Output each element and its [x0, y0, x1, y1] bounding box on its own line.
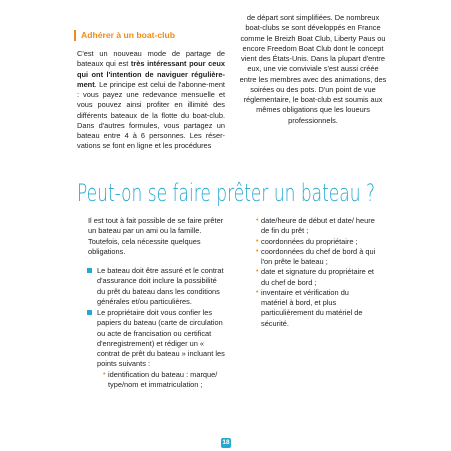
sub-list-item: • date et signature du propriétaire et du chef de bord ; — [256, 267, 376, 288]
sub-list-item: • date/heure de début et date/ heure de fin du prêt ; — [256, 216, 376, 237]
sidebar-text-c: . Le principe est celui de l'abonne-ment : vous payez une redevance mensuelle et vous pouvez ainsi profiter en illimité des différents bateaux de la flotte du boat-club. Dans d'autres formules, vous partagez un bateau entre 4 à 6 personnes. Les réser-vations se font en ligne et les procédures — [77, 79, 225, 151]
contract-points-list-continued — [256, 216, 376, 329]
obligations-list — [88, 266, 226, 390]
loan-conditions-column — [88, 216, 226, 391]
sidebar-paragraph — [77, 49, 225, 152]
section-title — [77, 170, 377, 210]
sidebar-text-bold: très intéressant pour ceux qui ont l'intention de naviguer régulière-ment — [77, 59, 226, 89]
section-title-text: Peut-on se faire prêter un bateau ? — [77, 179, 375, 207]
sub-list-item: • identification du bateau : marque/ type/nom et immatriculation ; — [104, 370, 226, 391]
page-number: 18 — [222, 439, 230, 446]
sidebar-boat-club — [77, 30, 225, 152]
sidebar-paragraph-continued: de départ sont simplifiées. De nombreux boat-clubs se sont développés en France comme le Breizh Boat Club, Liberty Paus ou encore Freedom Boat Club dont le concept vient des États-Unis. Dans la plupart d'entre eux, une vie conviviale s'est aussi créée entre les membres avec des animations, des soirées ou des pots. D'un point de vue réglementaire, le boat-club est soumis aux mêmes obligations que les loueurs professionnels. — [239, 13, 387, 125]
sidebar-text-a: C'est un nouveau mode de partage de bateaux qui est — [77, 49, 225, 69]
list-item-text: Le bateau doit être assuré et le contrat d'assurance doit inclure la possibilité du prêt du bateau dans les conditions générales et/ou particulières. — [97, 266, 224, 306]
sub-list-item: • coordonnées du propriétaire ; — [256, 237, 376, 247]
sidebar-heading: Adhérer à un boat-club — [74, 30, 225, 41]
sub-list-item: • inventaire et vérification du matériel à bord, et plus particulièrement du matériel de sécurité. — [256, 288, 376, 329]
list-item — [88, 308, 226, 390]
sub-list-item: • coordonnées du chef de bord à qui l'on prête le bateau ; — [256, 247, 376, 268]
list-item — [88, 266, 226, 307]
list-item-text: Le propriétaire doit vous confier les papiers du bateau (carte de circulation ou acte de francisation ou certificat d'enregistrement) et rédiger un « contrat de prêt du bateau » incluant les points suivants : — [97, 308, 225, 369]
contract-points-continued — [256, 216, 376, 329]
section-intro: Il est tout à fait possible de se faire prêter un bateau par un ami ou la famille. Toutefois, cela nécessite quelques obligations. — [88, 216, 224, 256]
sidebar-continued — [238, 13, 388, 126]
contract-points-list — [97, 370, 226, 391]
